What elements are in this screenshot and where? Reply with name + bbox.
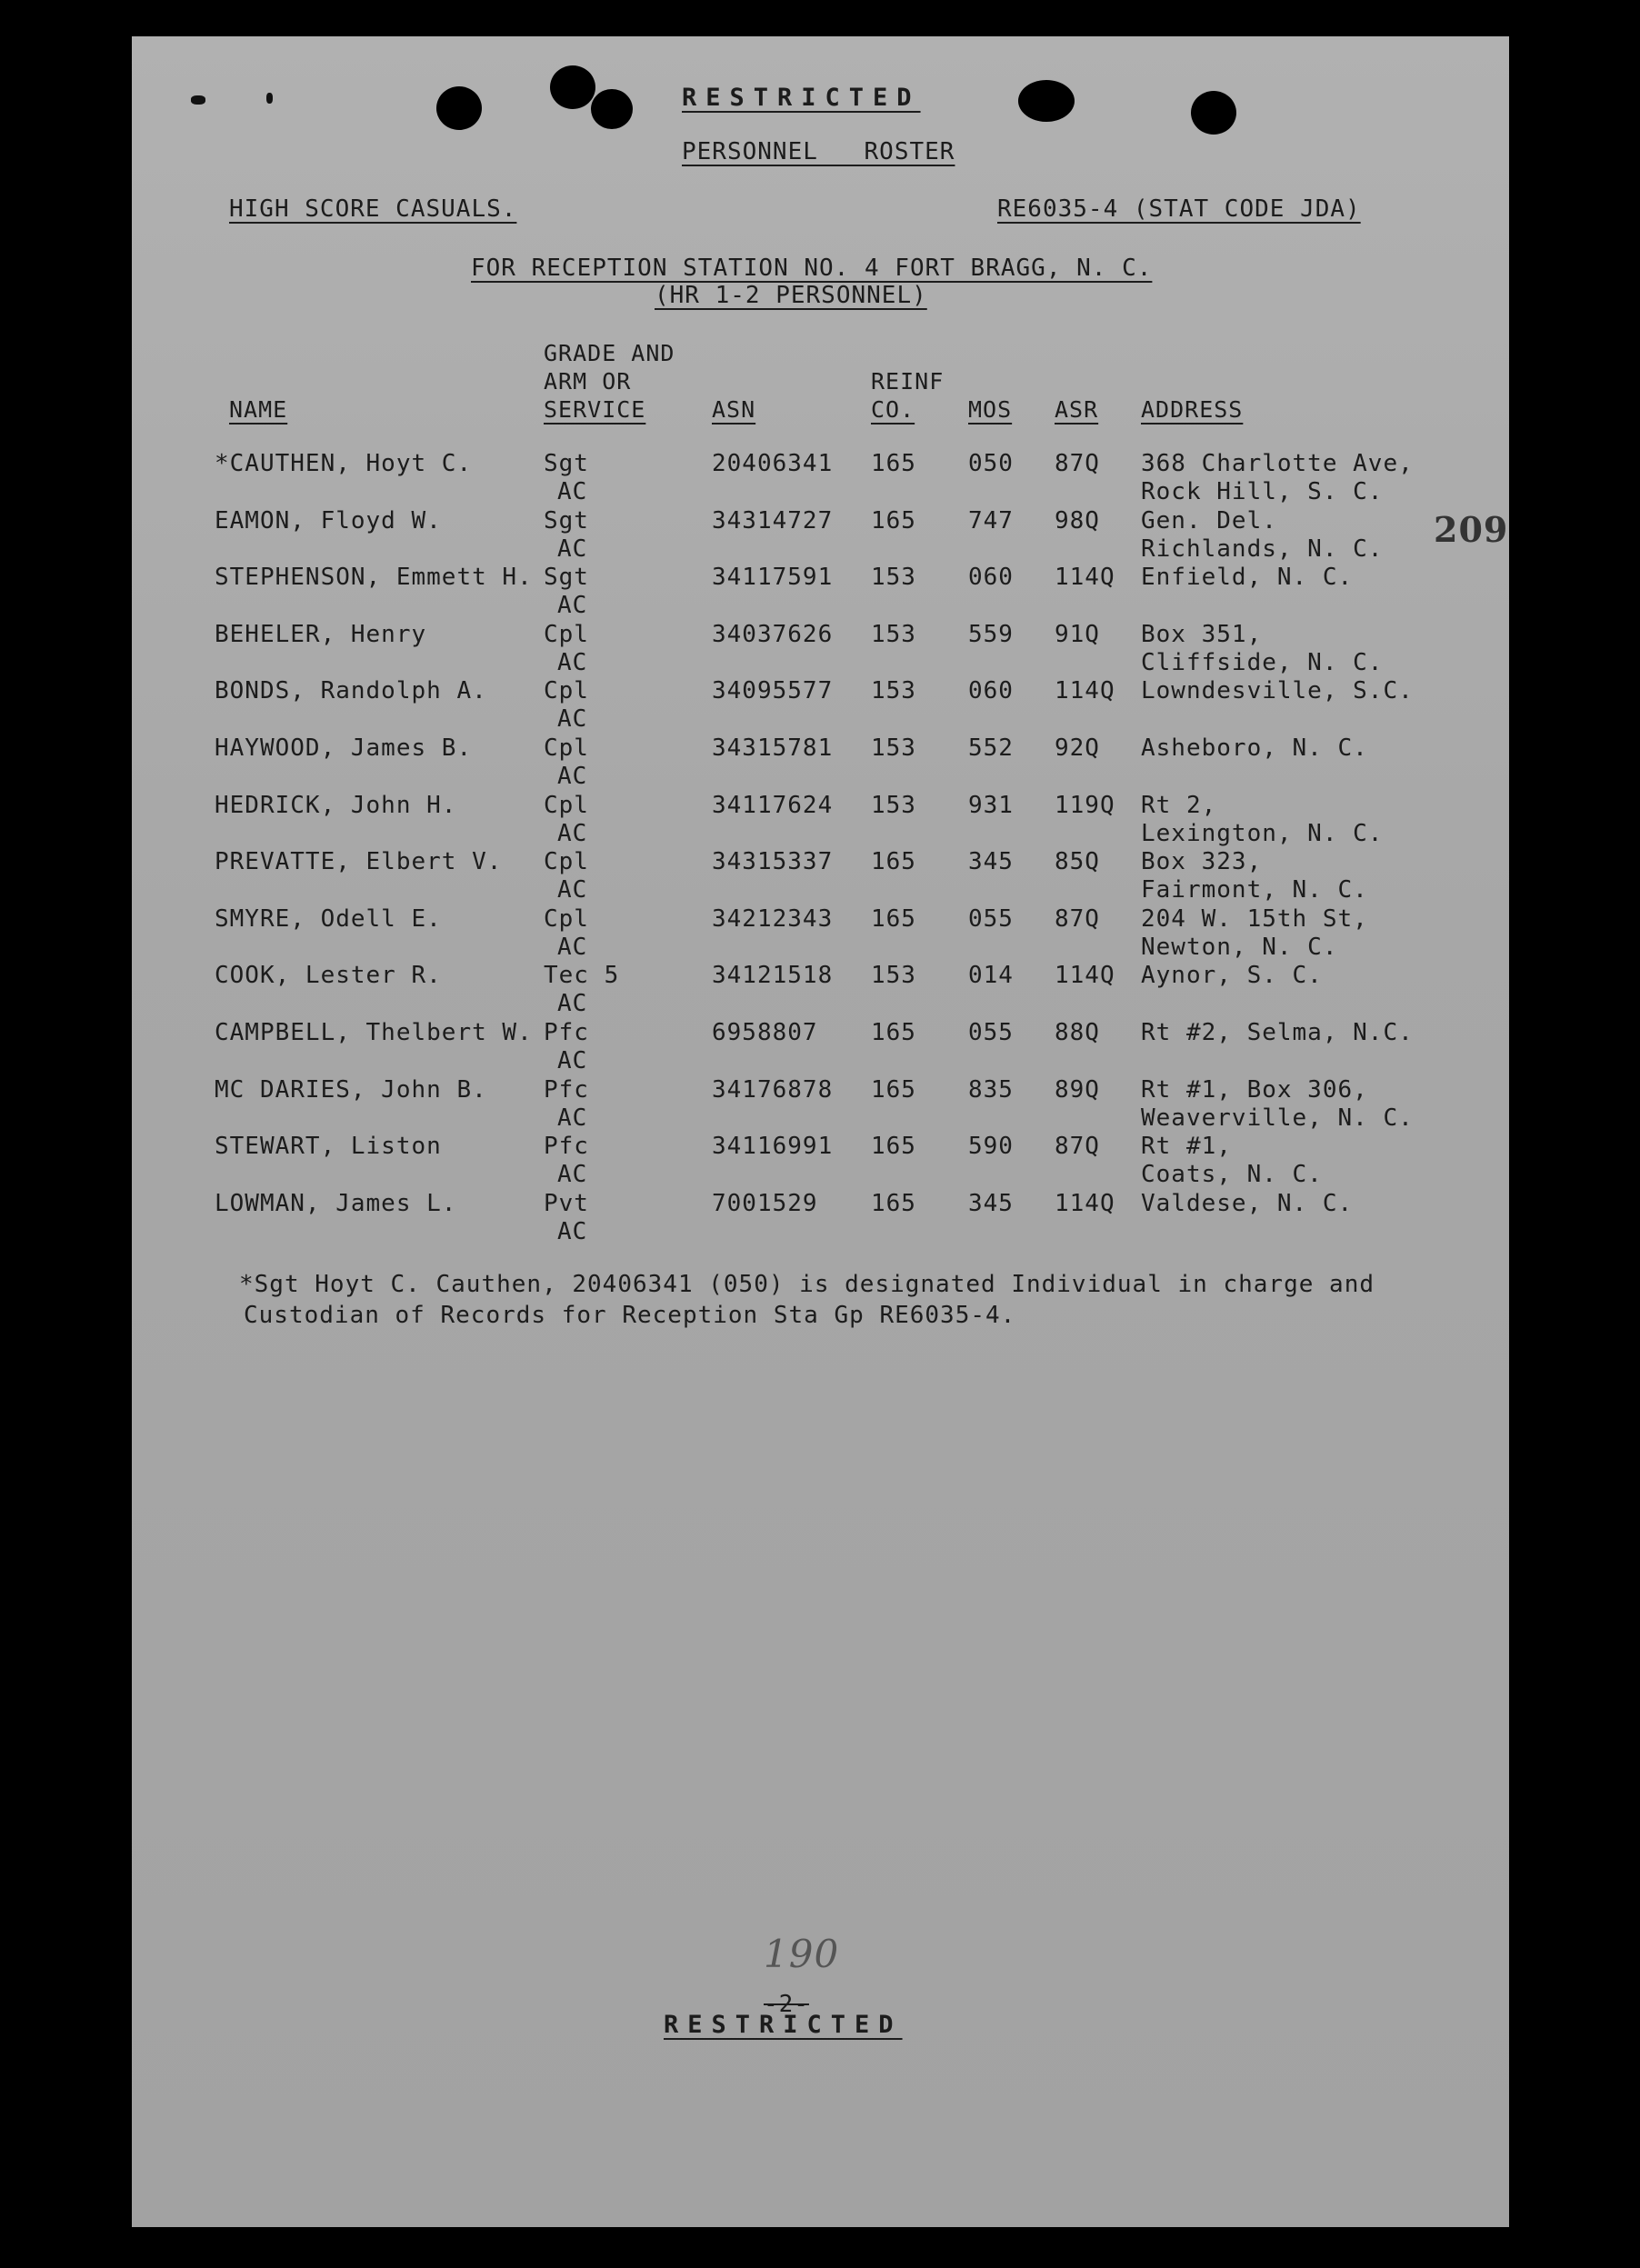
- cell-address-line2: Fairmont, N. C.: [1141, 876, 1368, 904]
- cell-mos: 552: [968, 734, 1014, 762]
- punch-hole: [591, 89, 633, 129]
- cell-name: SMYRE, Odell E.: [215, 904, 442, 933]
- table-row: [132, 677, 1509, 734]
- cell-grade: Cpl: [544, 620, 589, 648]
- stat-code: RE6035-4 (STAT CODE JDA): [997, 195, 1361, 223]
- page-number: -2-: [764, 1991, 809, 2018]
- cell-grade: Sgt: [544, 564, 589, 592]
- cell-grade: Pfc: [544, 1133, 589, 1161]
- cell-address-line1: 368 Charlotte Ave,: [1141, 450, 1414, 477]
- cell-arm: AC: [557, 1104, 588, 1132]
- punch-hole: [436, 86, 482, 130]
- cell-reinf: 165: [871, 904, 916, 933]
- table-row: [132, 734, 1509, 791]
- cell-reinf: 165: [871, 848, 916, 876]
- cell-name: LOWMAN, James L.: [215, 1189, 457, 1217]
- cell-address-line1: Box 351,: [1141, 620, 1263, 648]
- cell-grade: Cpl: [544, 734, 589, 762]
- cell-mos: 055: [968, 904, 1014, 933]
- cell-arm: AC: [557, 648, 588, 676]
- cell-grade: Sgt: [544, 506, 589, 535]
- cell-asr: 114Q: [1055, 1189, 1115, 1217]
- table-row: [132, 848, 1509, 904]
- cell-address-line2: Rock Hill, S. C.: [1141, 478, 1384, 505]
- cell-grade: Pfc: [544, 1075, 589, 1104]
- cell-asr: 114Q: [1055, 962, 1115, 990]
- table-row: [132, 792, 1509, 848]
- cell-mos: 050: [968, 450, 1014, 477]
- cell-name: EAMON, Floyd W.: [215, 506, 442, 535]
- cell-asn: 34117624: [712, 791, 834, 819]
- cell-reinf: 153: [871, 962, 916, 990]
- table-row: [132, 1076, 1509, 1133]
- margin-stamp-number: 209: [1434, 509, 1509, 550]
- ink-speck: [191, 95, 205, 105]
- cell-reinf: 153: [871, 677, 916, 705]
- cell-asr: 119Q: [1055, 791, 1115, 819]
- cell-address-line1: Aynor, S. C.: [1141, 962, 1323, 990]
- cell-reinf: 153: [871, 734, 916, 762]
- cell-arm: AC: [557, 1047, 588, 1074]
- punch-hole: [1191, 91, 1236, 135]
- table-row: [132, 564, 1509, 620]
- cell-reinf: 165: [871, 450, 916, 477]
- cell-arm: AC: [557, 478, 588, 505]
- cell-grade: Cpl: [544, 677, 589, 705]
- cell-mos: 060: [968, 564, 1014, 592]
- cell-reinf: 153: [871, 564, 916, 592]
- cell-name: PREVATTE, Elbert V.: [215, 848, 503, 876]
- cell-grade: Pfc: [544, 1019, 589, 1046]
- cell-mos: 590: [968, 1133, 1014, 1161]
- cell-address-line1: Rt #1, Box 306,: [1141, 1075, 1368, 1104]
- table-row: [132, 1133, 1509, 1189]
- cell-name: BEHELER, Henry: [215, 620, 427, 648]
- cell-arm: AC: [557, 819, 588, 847]
- col-reinf-line2: CO.: [871, 396, 915, 423]
- cell-address-line1: Gen. Del.: [1141, 506, 1277, 535]
- col-reinf-line1: REINF: [871, 368, 945, 395]
- cell-asr: 85Q: [1055, 848, 1100, 876]
- cell-asr: 91Q: [1055, 620, 1100, 648]
- cell-arm: AC: [557, 1217, 588, 1245]
- cell-address-line2: Lexington, N. C.: [1141, 819, 1384, 847]
- ink-speck: [266, 93, 273, 104]
- cell-address-line2: Newton, N. C.: [1141, 933, 1338, 961]
- cell-reinf: 165: [871, 1189, 916, 1217]
- cell-name: STEWART, Liston: [215, 1133, 442, 1161]
- cell-reinf: 165: [871, 506, 916, 535]
- col-name: NAME: [229, 396, 288, 423]
- cell-name: STEPHENSON, Emmett H.: [215, 564, 533, 592]
- col-grade-line3: SERVICE: [544, 396, 646, 423]
- col-asn: ASN: [712, 396, 756, 423]
- cell-mos: 559: [968, 620, 1014, 648]
- unit-title: HIGH SCORE CASUALS.: [229, 195, 517, 223]
- col-grade-line2: ARM OR: [544, 368, 632, 395]
- cell-mos: 014: [968, 962, 1014, 990]
- cell-asr: 87Q: [1055, 1133, 1100, 1161]
- cell-address-line1: Rt 2,: [1141, 791, 1217, 819]
- table-row: [132, 1019, 1509, 1075]
- cell-arm: AC: [557, 763, 588, 790]
- cell-mos: 345: [968, 848, 1014, 876]
- cell-grade: Pvt: [544, 1189, 589, 1217]
- col-grade-line1: GRADE AND: [544, 340, 675, 366]
- cell-asr: 114Q: [1055, 564, 1115, 592]
- cell-address-line1: Enfield, N. C.: [1141, 564, 1354, 592]
- document-page: [132, 36, 1509, 2227]
- cell-reinf: 153: [871, 791, 916, 819]
- handwritten-page-number: 190: [764, 1932, 840, 1976]
- cell-asn: 34116991: [712, 1133, 834, 1161]
- cell-name: CAMPBELL, Thelbert W.: [215, 1019, 533, 1046]
- cell-address-line1: Rt #1,: [1141, 1133, 1232, 1161]
- footnote-line1: *Sgt Hoyt C. Cauthen, 20406341 (050) is designated Individual in charge and: [239, 1271, 1375, 1298]
- cell-name: BONDS, Randolph A.: [215, 677, 487, 705]
- cell-address-line1: Lowndesville, S.C.: [1141, 677, 1414, 705]
- cell-address-line1: 204 W. 15th St,: [1141, 904, 1368, 933]
- cell-asn: 34176878: [712, 1075, 834, 1104]
- cell-arm: AC: [557, 535, 588, 563]
- cell-reinf: 165: [871, 1019, 916, 1046]
- cell-asn: 34037626: [712, 620, 834, 648]
- cell-name: HAYWOOD, James B.: [215, 734, 473, 762]
- cell-mos: 060: [968, 677, 1014, 705]
- cell-address-line1: Box 323,: [1141, 848, 1263, 876]
- punch-hole: [1018, 80, 1075, 122]
- cell-asr: 87Q: [1055, 450, 1100, 477]
- cell-asn: 34212343: [712, 904, 834, 933]
- cell-address-line2: Coats, N. C.: [1141, 1161, 1323, 1189]
- table-row: [132, 962, 1509, 1018]
- cell-name: MC DARIES, John B.: [215, 1075, 487, 1104]
- cell-address-line1: Valdese, N. C.: [1141, 1189, 1354, 1217]
- cell-asr: 98Q: [1055, 506, 1100, 535]
- cell-arm: AC: [557, 705, 588, 734]
- cell-grade: Cpl: [544, 848, 589, 876]
- cell-mos: 747: [968, 506, 1014, 535]
- restricted-heading-bottom: RESTRICTED: [664, 2011, 903, 2039]
- cell-arm: AC: [557, 990, 588, 1018]
- personnel-line: (HR 1-2 PERSONNEL): [655, 282, 927, 309]
- cell-grade: Tec 5: [544, 962, 620, 990]
- cell-mos: 835: [968, 1075, 1014, 1104]
- cell-asr: 87Q: [1055, 904, 1100, 933]
- cell-name: *CAUTHEN, Hoyt C.: [215, 450, 473, 477]
- destination-line: FOR RECEPTION STATION NO. 4 FORT BRAGG, N. C.: [471, 255, 1153, 282]
- table-row: [132, 905, 1509, 962]
- cell-arm: AC: [557, 933, 588, 961]
- table-row: [132, 450, 1509, 506]
- cell-asn: 34117591: [712, 564, 834, 592]
- table-row: [132, 621, 1509, 677]
- cell-asr: 92Q: [1055, 734, 1100, 762]
- col-mos: MOS: [968, 396, 1013, 423]
- cell-mos: 345: [968, 1189, 1014, 1217]
- cell-asr: 88Q: [1055, 1019, 1100, 1046]
- roster-title: PERSONNEL ROSTER: [682, 138, 955, 165]
- cell-reinf: 165: [871, 1133, 916, 1161]
- cell-asn: 34315337: [712, 848, 834, 876]
- cell-address-line1: Asheboro, N. C.: [1141, 734, 1368, 762]
- punch-hole: [550, 65, 595, 109]
- col-asr: ASR: [1055, 396, 1099, 423]
- cell-arm: AC: [557, 592, 588, 620]
- cell-address-line1: Rt #2, Selma, N.C.: [1141, 1019, 1414, 1046]
- cell-address-line2: Cliffside, N. C.: [1141, 648, 1384, 676]
- cell-arm: AC: [557, 876, 588, 904]
- cell-asn: 34315781: [712, 734, 834, 762]
- cell-arm: AC: [557, 1161, 588, 1189]
- cell-asn: 7001529: [712, 1189, 818, 1217]
- restricted-heading-top: RESTRICTED: [682, 84, 921, 112]
- cell-asn: 20406341: [712, 450, 834, 477]
- footnote-line2: Custodian of Records for Reception Sta Gp RE6035-4.: [244, 1302, 1016, 1329]
- cell-asn: 34314727: [712, 506, 834, 535]
- cell-address-line2: Richlands, N. C.: [1141, 535, 1384, 563]
- cell-reinf: 165: [871, 1075, 916, 1104]
- cell-grade: Cpl: [544, 791, 589, 819]
- table-row: [132, 507, 1509, 564]
- cell-asn: 34121518: [712, 962, 834, 990]
- cell-name: COOK, Lester R.: [215, 962, 442, 990]
- cell-mos: 931: [968, 791, 1014, 819]
- cell-name: HEDRICK, John H.: [215, 791, 457, 819]
- cell-address-line2: Weaverville, N. C.: [1141, 1104, 1414, 1132]
- col-address: ADDRESS: [1141, 396, 1244, 423]
- table-row: [132, 1190, 1509, 1246]
- cell-grade: Cpl: [544, 904, 589, 933]
- cell-asr: 89Q: [1055, 1075, 1100, 1104]
- cell-grade: Sgt: [544, 450, 589, 477]
- cell-reinf: 153: [871, 620, 916, 648]
- cell-asn: 6958807: [712, 1019, 818, 1046]
- cell-asn: 34095577: [712, 677, 834, 705]
- cell-mos: 055: [968, 1019, 1014, 1046]
- cell-asr: 114Q: [1055, 677, 1115, 705]
